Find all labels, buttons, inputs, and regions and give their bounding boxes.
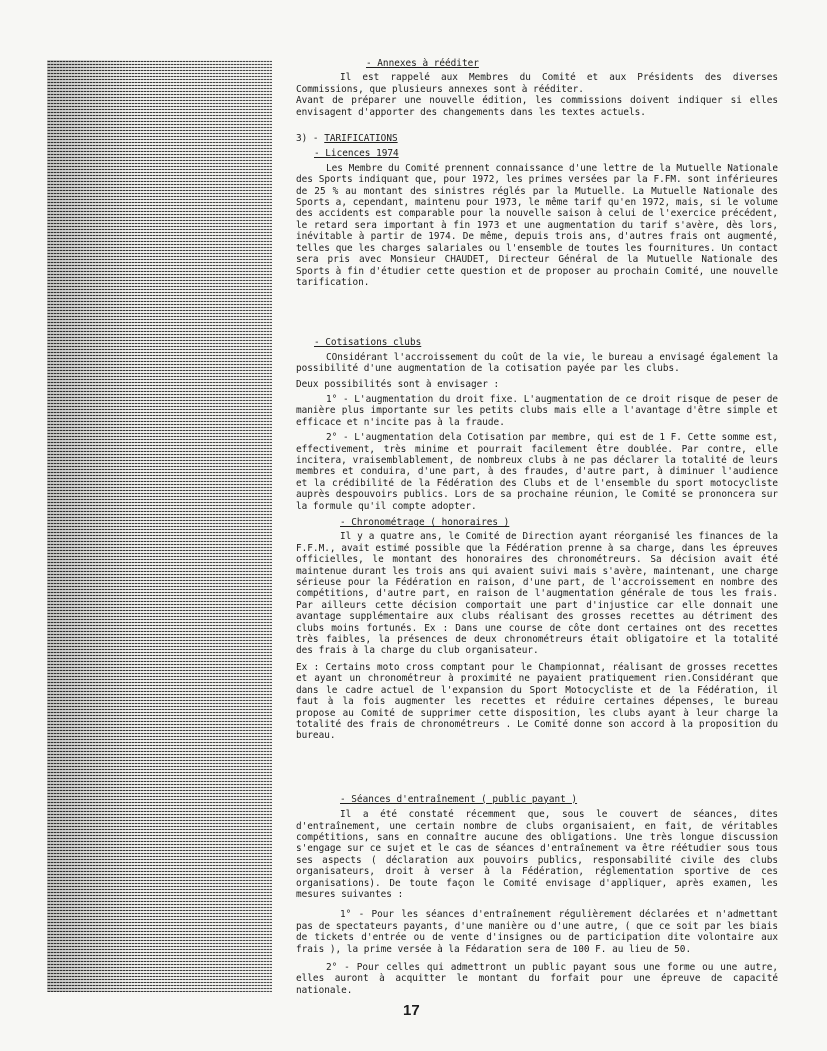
halftone-side-band — [47, 60, 272, 992]
licences-paragraph: Les Membre du Comité prennent connaissance d'une lettre de la Mutuelle Nationale des Sports indiquant que, pour 1972, les primes versées par la F.FM. sont inférieures de 25 % au montant des sinistres réglés par la Mutuelle. La Mutuelle Nationale des Sports a, cependant, maintenu pour 1973, le même tarif qu'en 1972, mais, si le volume des accidents est comparable pour la nouvelle saison à celui de l'exercice précédent, le retard sera important à fin 1973 et une augmentation du tarif s'avère, dès lors, inévitable à partir de 1974. De même, depuis trois ans, d'autres frais ont augmenté, telles que les charges salariales ou l'ensemble de toutes les fournitures. Un contact sera pris avec Monsieur CHAUDET, Directeur Général de la Mutuelle Nationale des Sports à fin d'étudier cette question et de proposer au prochain Comité, une nouvelle tarification. — [296, 162, 778, 288]
chronometrage-heading: - Chronométrage ( honoraires ) — [340, 517, 510, 528]
cotisations-intro: COnsidérant l'accroissement du coût de la vie, le bureau a envisagé également la possibilité d'une augmentation de la cotisation payée par les clubs. — [296, 351, 778, 375]
cotisations-possibilities: Deux possibilités sont à envisager : — [296, 378, 500, 390]
cotisations-option-1: 1° - L'augmentation du droit fixe. L'augmentation de ce droit risque de peser de manière plus importante sur les petits clubs mais elle a l'avantage d'être simple et efficace et n'incite pas à la fraude. — [296, 393, 778, 428]
cotisations-option-2: 2° - L'augmentation dela Cotisation par membre, qui est de 1 F. Cette somme est, effectivement, très minime et pourrait facilement être doublée. Par contre, elle incitera, vraisemblablement, de nombreux clubs à ne pas déclarer la totalité de leurs membres et conduira, d'une part, à des fraudes, d'autre part, à diminuer l'audience et la crédibilité de la Fédération des Clubs et de l'ensemble du sport motocycliste auprès despouvoirs publics. Lors de sa prochaine réunion, le Comité se prononcera sur la formule qu'il compte adopter. — [296, 432, 778, 512]
document-body — [296, 58, 778, 996]
tarifications-section — [296, 133, 778, 288]
tarifications-heading — [296, 133, 778, 144]
chronometrage-paragraph-1: Il y a quatre ans, le Comité de Direction ayant réorganisé les finances de la F.F.M., avait estimé possible que la Fédération prenne à sa charge, dans les épreuves officielles, le montant des honoraires des chronométreurs. Sa décision avait été maintenue durant les trois ans qui avaient suivi mais s'avère, maintenant, une charge sérieuse pour la Fédération en raison, d'une part, de l'accroissement en nombre des compétitions, d'autre part, en raison de l'augmentation générale de tous les frais. Par ailleurs cette décision comportait une part d'injustice car elle donnait une avantage supplémentaire aux clubs réalisant des grosses recettes au détriment des clubs moins fortunés. Ex : Dans une course de côte dont certaines ont des recettes très faibles, la présences de deux chronométreurs était obligatoire et la totalité des frais à la charge du club organisateur. — [296, 531, 778, 657]
seances-paragraph: Il a été constaté récemment que, sous le couvert de séances, dites d'entraînement, une certain nombre de clubs organisaient, en fait, de véritables compétitions, sans en connaître aucune des obligations. Une très longue discussion s'engage sur ce sujet et le cas de séances d'entraînement va être réétudier sous tous ses aspects ( déclaration aux pouvoirs publics, responsabilité civile des clubs organisateurs, droit à verser à la Fédération, réglementation sportive de ces organisations). De toute façon le Comité envisage d'appliquer, après examen, les mesures suivantes : — [296, 809, 778, 900]
seances-section — [296, 794, 778, 997]
chronometrage-paragraph-2: Ex : Certains moto cross comptant pour le Championnat, réalisant de grosses recettes et ayant un chronométreur à proximité ne payaient pratiquement rien.Considérant que dans le cadre actuel de l'expansion du Sport Motocycliste et de la Fédération, il faut à la fois augmenter les recettes et réduire certaines dépenses, le bureau propose au Comité de supprimer cette disposition, les clubs ayant à leur charge la totalité des frais de chronométreurs . Le Comité donne son accord à la proposition du bureau. — [296, 661, 778, 742]
licences-heading: - Licences 1974 — [314, 148, 399, 160]
page-number: 17 — [403, 1002, 420, 1019]
annexes-paragraph-2: Avant de préparer une nouvelle édition, les commissions doivent indiquer si elles envisagent d'apporter des changements dans les textes actuels. — [296, 95, 778, 118]
chronometrage-section — [296, 517, 778, 742]
section-title: TARIFICATIONS — [324, 133, 398, 145]
annexes-heading: - Annexes à rééditer — [366, 58, 479, 69]
section-number: 3) - — [296, 133, 319, 145]
annexes-section — [296, 58, 778, 118]
cotisations-heading: - Cotisations clubs — [314, 337, 422, 349]
annexes-paragraph-1: Il est rappelé aux Membres du Comité et aux Présidents des diverses Commissions, que plusieurs annexes sont à rééditer. — [296, 72, 778, 95]
seances-measure-2: 2° - Pour celles qui admettront un public payant sous une forme ou une autre, elles auront à acquitter le montant du forfait pour une épreuve de capacité nationale. — [296, 962, 778, 996]
seances-measure-1: 1° - Pour les séances d'entraînement régulièrement déclarées et n'admettant pas de spectateurs payants, d'une manière ou d'une autre, ( que ce soit par les biais de tickets d'entrée ou de vente d'insignes ou de participation dite volontaire aux frais ), la prime versée à la Fédaration sera de 100 F. au lieu de 50. — [296, 909, 778, 955]
seances-heading: - Séances d'entraînement ( public payant ) — [340, 793, 578, 805]
cotisations-section — [296, 337, 778, 512]
